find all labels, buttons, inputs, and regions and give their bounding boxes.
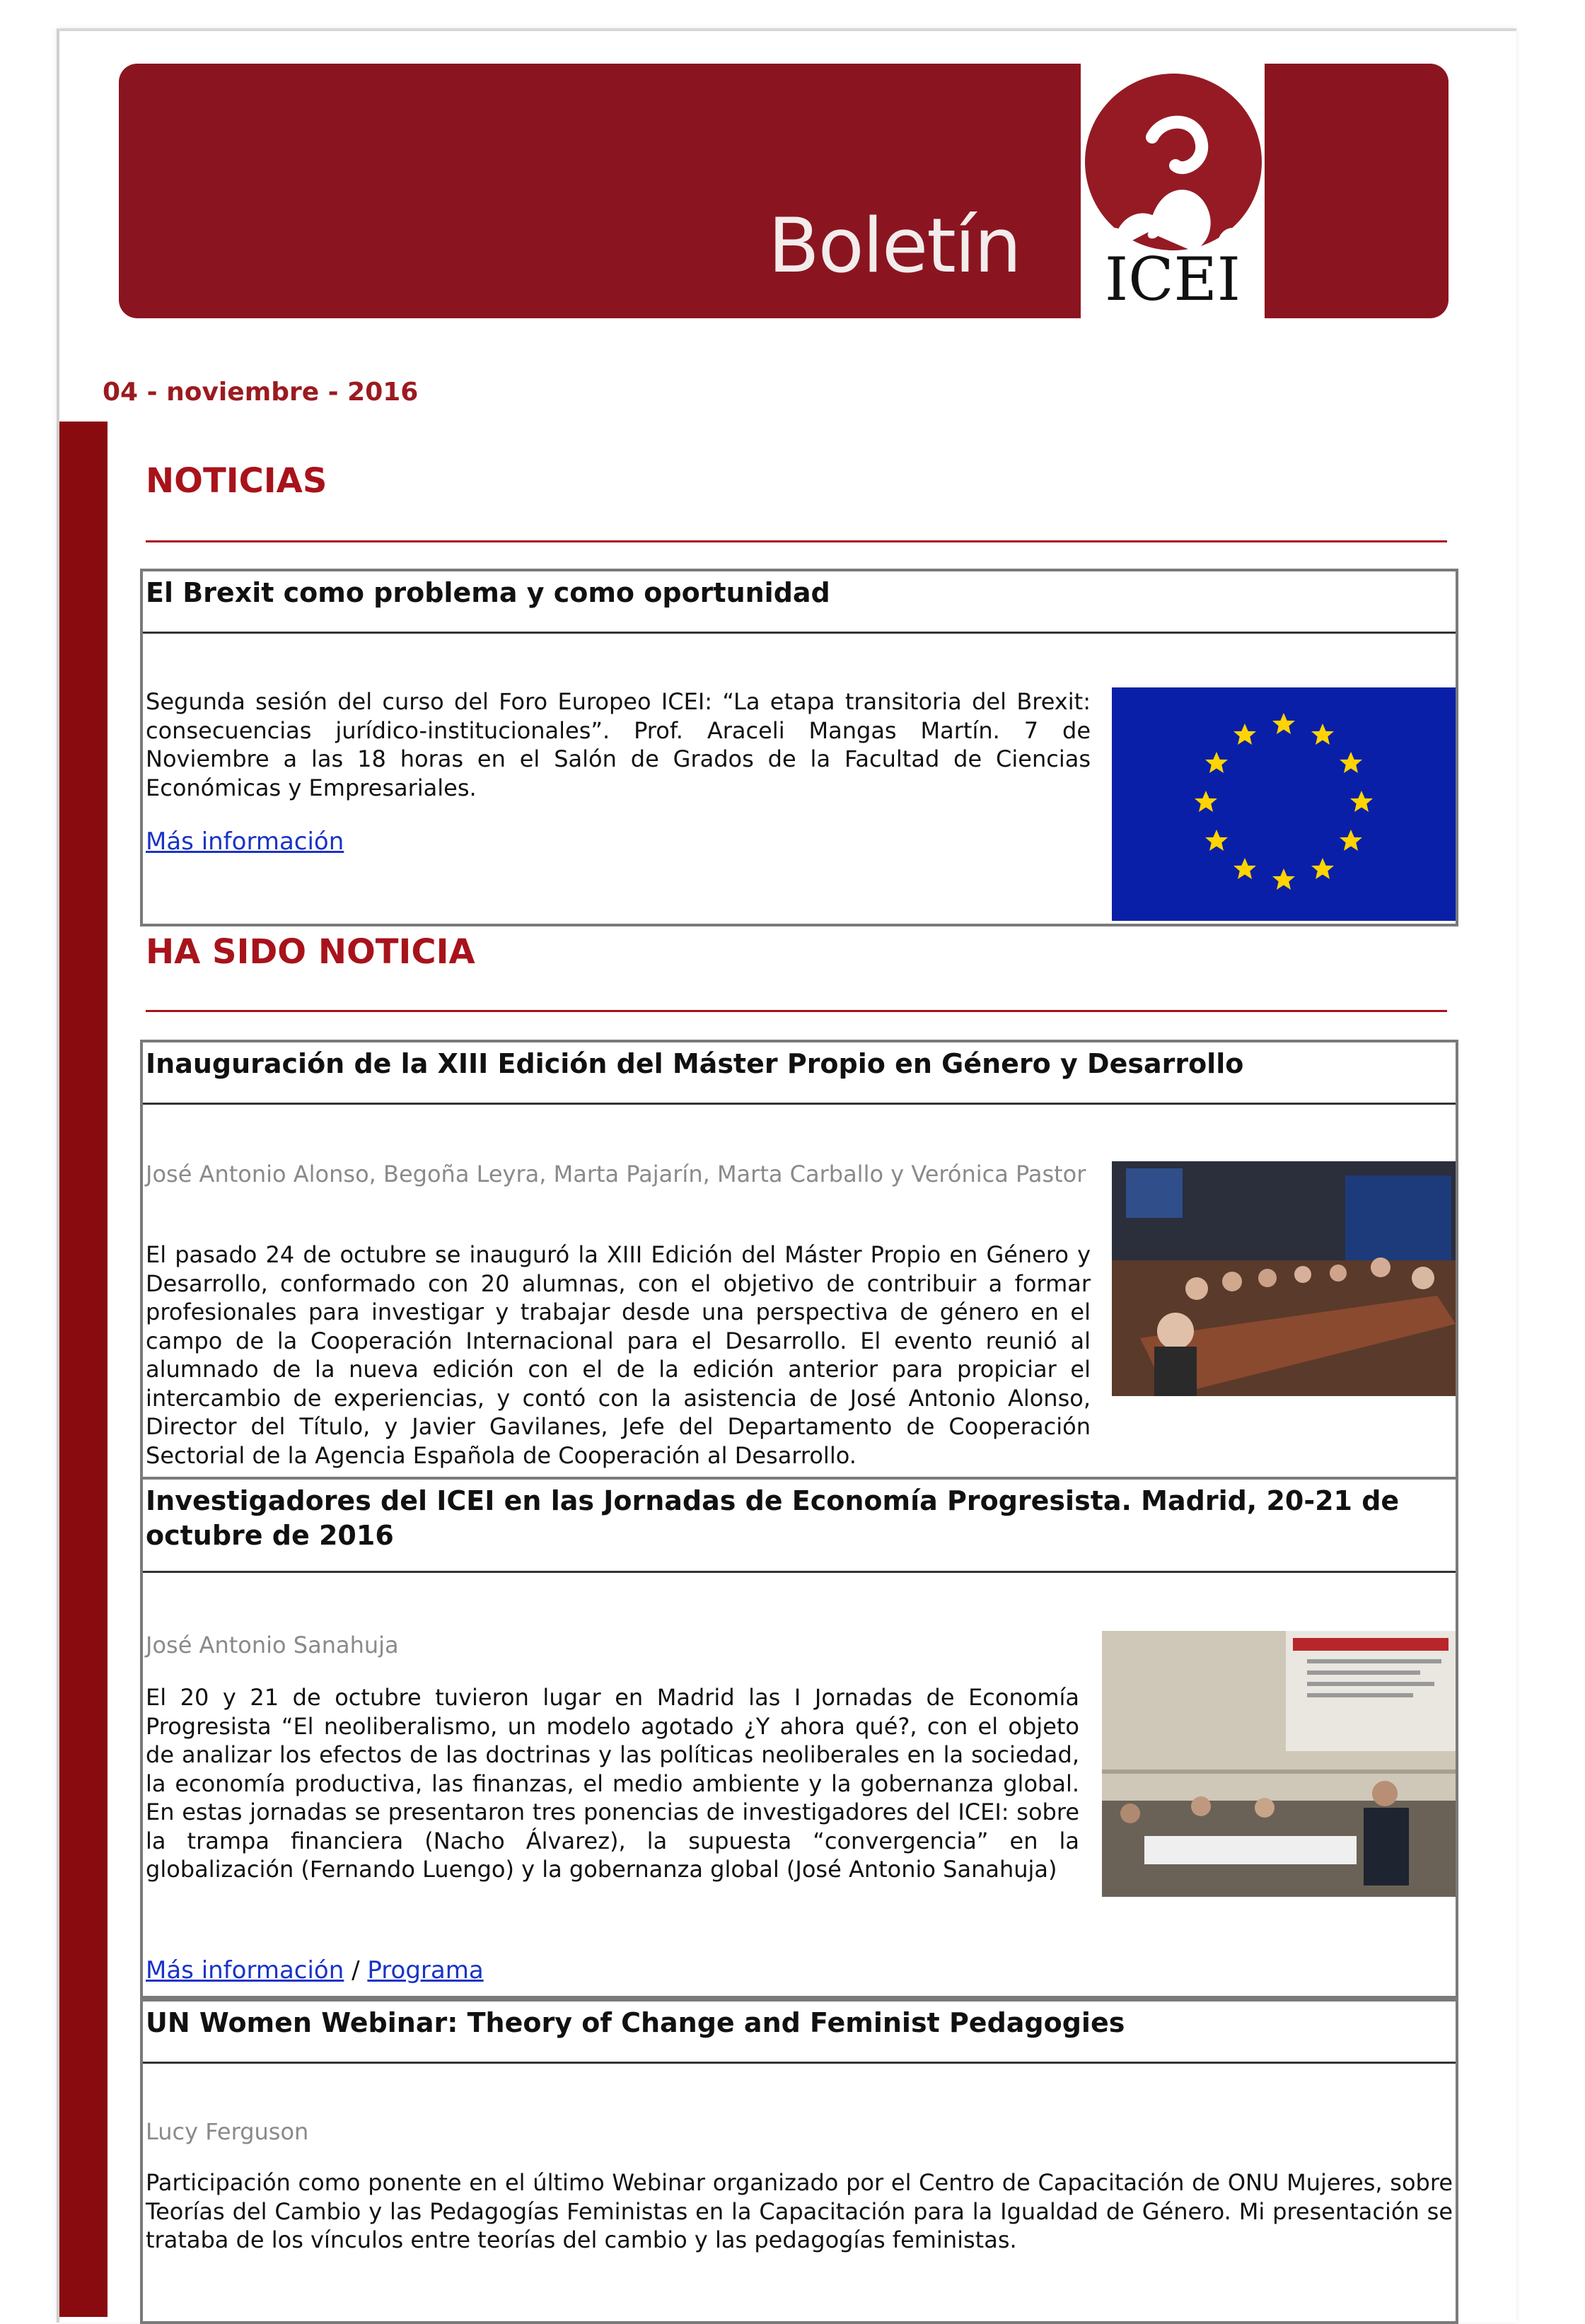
logo-wordmark: ICEI [1105, 245, 1241, 314]
past-news-authors: José Antonio Alonso, Begoña Leyra, Marta Pajarín, Marta Carballo y Verónica Pastor [146, 1161, 1086, 1187]
swan-icon [1085, 74, 1262, 250]
link-separator: / [344, 1956, 368, 1985]
newsletter-banner [119, 64, 1448, 318]
conference-photo-graphic [1102, 1631, 1456, 1897]
eu-flag-image [1112, 687, 1456, 921]
eu-flag-icon [1112, 687, 1456, 921]
past-news-authors: José Antonio Sanahuja [146, 1632, 399, 1658]
news-title: El Brexit como problema y como oportunidad [143, 571, 1456, 634]
side-accent-bar [59, 422, 108, 2317]
news-body: Segunda sesión del curso del Foro Europeo ICEI: “La etapa transitoria del Brexit: consecuencias jurídico-institucionales”. Prof. Araceli Mangas Martín. 7 de Noviembre a las 18 horas en el Salón de Grados de la Facultad de Ciencias Económicas y Empresariales. [146, 688, 1091, 801]
news-card [140, 569, 1458, 926]
section-title-noticias: NOTICIAS [146, 461, 327, 501]
past-news-title: Investigadores del ICEI en las Jornadas de Economía Progresista. Madrid, 20-21 de octubre de 2016 [143, 1480, 1456, 1573]
more-info-link[interactable]: Más información [146, 827, 344, 856]
past-news-body [146, 1241, 1456, 1470]
past-news-body-text: El pasado 24 de octubre se inauguró la XIII Edición del Máster Propio en Género y Desarrollo, conformado con 20 alumnas, con el objetivo de contribuir a formar profesionales para investigar y trabajar desde una perspectiva de género en el campo de la Cooperación Internacional para el Desarrollo. El evento reunió al alumnado de la nueva edición con el de la edición anterior para propiciar el intercambio de experiencias, y contó con la asistencia de José Antonio Alonso, Director del Título, y Javier Gavilanes, Jefe del Departamento de Cooperación Sectorial de la Agencia Española de Cooperación al Desarrollo. [146, 1241, 1091, 1469]
past-news-title: UN Women Webinar: Theory of Change and Feminist Pedagogies [143, 2001, 1456, 2064]
past-news-body: El 20 y 21 de octubre tuvieron lugar en Madrid las I Jornadas de Economía Progresista “El neoliberalismo, un modelo agotado ¿Y ahora qué?, con el objeto de analizar los efectos de las doctrinas y las políticas neoliberales en la sociedad, la economía productiva, las finanzas, el medio ambiente y la gobernanza global. En estas jornadas se presentaron tres ponencias de investigadores del ICEI: sobre la trampa financiera (Nacho Álvarez), la supuesta “convergencia” en la globalización (Fernando Luengo) y la gobernanza global (José Antonio Sanahuja) [146, 1684, 1079, 1883]
issue-date: 04 - noviembre - 2016 [103, 378, 419, 407]
logo-emblem [1085, 74, 1262, 250]
more-info-link[interactable]: Más información [146, 1956, 344, 1985]
conference-photo [1102, 1631, 1456, 1897]
program-link[interactable]: Programa [367, 1956, 484, 1985]
past-news-card [140, 1040, 1458, 1480]
section-divider [146, 540, 1447, 542]
past-news-authors: Lucy Ferguson [146, 2118, 309, 2145]
banner-title: Boletín [768, 202, 1021, 289]
past-news-links [146, 1956, 484, 1985]
icei-logo [1081, 64, 1265, 318]
past-news-card [140, 1999, 1458, 2324]
past-news-card [140, 1477, 1458, 1999]
past-news-body: Participación como ponente en el último Webinar organizado por el Centro de Capacitación de ONU Mujeres, sobre Teorías del Cambio y las Pedagogías Feministas en la Capacitación para la Igualdad de Género. Mi presentación se trataba de los vínculos entre teorías del cambio y las pedagogías feministas. [146, 2169, 1453, 2253]
section-title-ha-sido-noticia: HA SIDO NOTICIA [146, 932, 475, 972]
news-links [146, 827, 344, 856]
section-divider [146, 1010, 1447, 1012]
past-news-title: Inauguración de la XIII Edición del Máster Propio en Género y Desarrollo [143, 1042, 1456, 1105]
